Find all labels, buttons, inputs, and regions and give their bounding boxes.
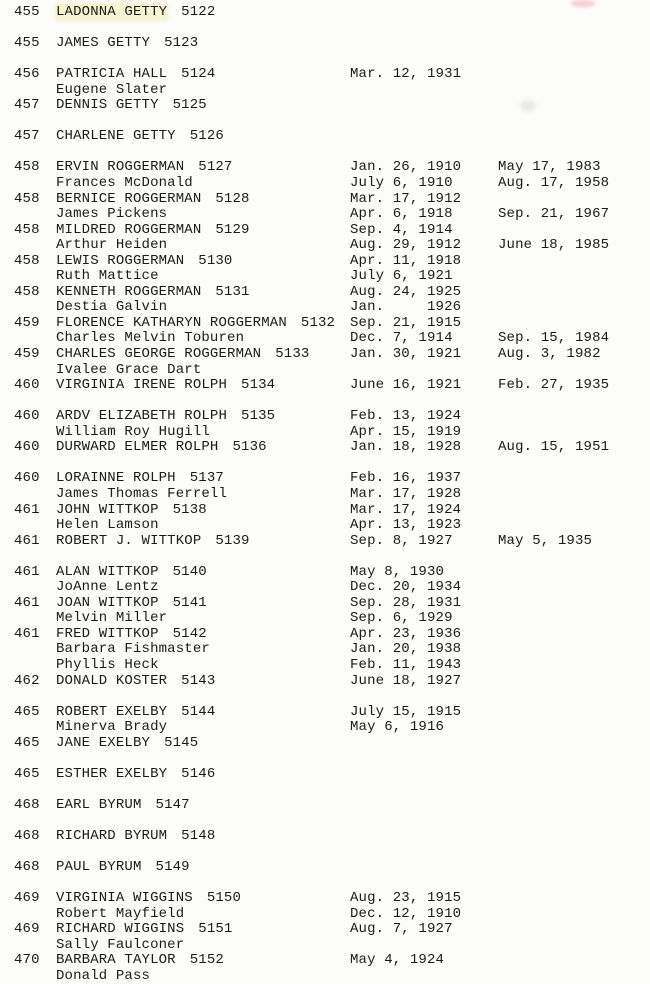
spouse-row: [0, 300, 650, 316]
birth-date: Sep. 21, 1915: [350, 314, 462, 331]
person-id: 5132: [300, 314, 336, 331]
person-id: 5134: [241, 377, 276, 394]
name-group: [56, 378, 275, 394]
family-number: 461: [14, 625, 40, 642]
name-group: [56, 129, 224, 145]
birth-date: Sep. 28, 1931: [350, 594, 462, 611]
name-group: [56, 440, 267, 456]
record-row: [0, 254, 650, 270]
person-id: 5147: [155, 796, 190, 813]
record-row: [0, 829, 650, 845]
person-name: DENNIS GETTY: [56, 97, 159, 114]
birth-date: Mar. 17, 1928: [350, 485, 462, 502]
family-number: 458: [14, 190, 40, 207]
person-name: PATRICIA HALL: [56, 66, 168, 83]
person-id: 5145: [164, 734, 199, 751]
family-number: 455: [14, 4, 40, 20]
birth-date: July 15, 1915: [350, 703, 462, 720]
person-id: 5144: [181, 703, 216, 720]
name-group: [56, 627, 207, 643]
spouse-row: [0, 238, 650, 254]
name-group: [56, 471, 224, 487]
name-group: [56, 938, 184, 954]
record-row: [0, 67, 650, 83]
spouse-name: Eugene Slater: [56, 81, 168, 98]
spouse-row: [0, 487, 650, 503]
family-number: 457: [14, 128, 40, 145]
record-row: [0, 736, 650, 752]
spouse-name: Ivalee Grace Dart: [56, 361, 202, 378]
death-date: Feb. 27, 1935: [498, 377, 610, 394]
name-group: [56, 176, 193, 192]
name-group: [56, 67, 215, 83]
spouse-name: JoAnne Lentz: [56, 579, 159, 596]
name-group: [56, 238, 167, 254]
person-id: 5139: [215, 532, 250, 549]
family-number: 469: [14, 921, 40, 938]
family-number: 458: [14, 221, 40, 238]
person-name: DURWARD ELMER ROLPH: [56, 439, 219, 456]
record-row: [0, 565, 650, 581]
birth-date: July 6, 1910: [350, 175, 453, 192]
birth-date: Dec. 12, 1910: [350, 905, 462, 922]
person-name: BARBARA TAYLOR: [56, 952, 176, 969]
name-group: [56, 969, 150, 984]
name-group: [56, 409, 275, 425]
person-id: 5130: [198, 252, 233, 269]
death-date: Sep. 21, 1967: [498, 206, 610, 223]
birth-date: Dec. 7, 1914: [350, 330, 453, 347]
spouse-row: [0, 176, 650, 192]
spouse-row: [0, 518, 650, 534]
name-group: [56, 580, 159, 596]
record-row: [0, 596, 650, 612]
family-number: 461: [14, 563, 40, 580]
person-name: VIRGINIA WIGGINS: [56, 890, 193, 907]
spouse-name: Barbara Fishmaster: [56, 641, 210, 658]
person-name: BERNICE ROGGERMAN: [56, 190, 202, 207]
family-number: 456: [14, 66, 40, 83]
person-id: 5125: [172, 97, 207, 114]
birth-date: Sep. 4, 1914: [350, 221, 453, 238]
spouse-name: Ruth Mattice: [56, 268, 159, 285]
birth-date: Aug. 23, 1915: [350, 890, 462, 907]
person-name: CHARLENE GETTY: [56, 128, 176, 145]
person-id: 5124: [181, 66, 216, 83]
name-group: [56, 269, 159, 285]
person-id: 5146: [181, 765, 216, 782]
person-name: JAMES GETTY: [56, 35, 151, 52]
family-number: 465: [14, 734, 40, 751]
spouse-name: Minerva Brady: [56, 719, 168, 736]
spouse-name: Melvin Miller: [56, 610, 168, 627]
family-number: 458: [14, 159, 40, 176]
spouse-row: [0, 658, 650, 674]
family-number: 457: [14, 97, 40, 114]
birth-date: Feb. 13, 1924: [350, 408, 462, 425]
death-date: Aug. 15, 1951: [498, 439, 610, 456]
person-name: JOAN WITTKOP: [56, 594, 159, 611]
family-number: 458: [14, 252, 40, 269]
person-id: 5140: [172, 563, 207, 580]
family-number: 468: [14, 827, 40, 844]
name-group: [56, 953, 224, 969]
record-row: [0, 798, 650, 814]
family-number: 465: [14, 703, 40, 720]
person-id: 5142: [172, 625, 207, 642]
spouse-name: Frances McDonald: [56, 175, 193, 192]
spouse-name: Robert Mayfield: [56, 905, 185, 922]
person-name: CHARLES GEORGE ROGGERMAN: [56, 346, 262, 363]
family-number: 460: [14, 439, 40, 456]
person-name: KENNETH ROGGERMAN: [56, 283, 202, 300]
name-group: [56, 565, 207, 581]
spouse-name: Charles Melvin Toburen: [56, 330, 245, 347]
death-date: May 5, 1935: [498, 532, 593, 549]
spouse-row: [0, 580, 650, 596]
name-group: [56, 285, 250, 301]
birth-date: Apr. 11, 1918: [350, 252, 462, 269]
record-row: [0, 953, 650, 969]
person-name: PAUL BYRUM: [56, 859, 142, 876]
spouse-row: [0, 83, 650, 99]
spouse-row: [0, 269, 650, 285]
record-row: [0, 440, 650, 456]
name-group: [56, 425, 210, 441]
name-group: [56, 192, 250, 208]
person-id: 5143: [181, 672, 216, 689]
family-number: 460: [14, 377, 40, 394]
name-group: [56, 518, 159, 534]
person-id: 5122: [181, 4, 216, 20]
birth-date: Jan. 26, 1910: [350, 159, 462, 176]
family-number: 469: [14, 890, 40, 907]
birth-date: Jan. 18, 1928: [350, 439, 462, 456]
name-group: [56, 207, 167, 223]
family-number: 459: [14, 346, 40, 363]
family-number: 458: [14, 283, 40, 300]
person-id: 5141: [172, 594, 207, 611]
name-group: [56, 642, 210, 658]
person-name: DONALD KOSTER: [56, 672, 168, 689]
name-group: [56, 5, 215, 21]
birth-date: Feb. 16, 1937: [350, 470, 462, 487]
family-number: 461: [14, 501, 40, 518]
spouse-row: [0, 720, 650, 736]
family-number: 468: [14, 859, 40, 876]
person-id: 5151: [198, 921, 233, 938]
person-id: 5138: [172, 501, 207, 518]
person-id: 5129: [215, 221, 250, 238]
spouse-row: [0, 363, 650, 379]
birth-date: Apr. 13, 1923: [350, 517, 462, 534]
name-group: [56, 300, 167, 316]
name-group: [56, 254, 233, 270]
birth-date: Sep. 6, 1929: [350, 610, 453, 627]
family-number: 455: [14, 35, 40, 52]
name-group: [56, 331, 244, 347]
death-date: June 18, 1985: [498, 237, 610, 254]
record-row: [0, 285, 650, 301]
person-id: 5152: [189, 952, 224, 969]
spouse-row: [0, 425, 650, 441]
record-row: [0, 409, 650, 425]
name-group: [56, 98, 207, 114]
record-row: [0, 891, 650, 907]
birth-date: May 8, 1930: [350, 563, 445, 580]
spouse-row: [0, 938, 650, 954]
record-row: [0, 129, 650, 145]
person-name: ERVIN ROGGERMAN: [56, 159, 185, 176]
name-group: [56, 767, 215, 783]
name-group: [56, 829, 215, 845]
name-group: [56, 596, 207, 612]
birth-date: Mar. 17, 1912: [350, 190, 462, 207]
person-name: MILDRED ROGGERMAN: [56, 221, 202, 238]
name-group: [56, 36, 198, 52]
record-row: [0, 36, 650, 52]
family-number: 470: [14, 952, 40, 969]
name-group: [56, 736, 198, 752]
person-name: VIRGINIA IRENE ROLPH: [56, 377, 228, 394]
person-name: ARDV ELIZABETH ROLPH: [56, 408, 228, 425]
record-row: [0, 347, 650, 363]
family-number: 468: [14, 796, 40, 813]
birth-date: May 6, 1916: [350, 719, 445, 736]
person-id: 5133: [275, 346, 310, 363]
person-id: 5123: [164, 35, 199, 52]
person-id: 5135: [241, 408, 276, 425]
death-date: Aug. 3, 1982: [498, 346, 601, 363]
name-group: [56, 891, 241, 907]
birth-date: Sep. 8, 1927: [350, 532, 453, 549]
person-id: 5127: [198, 159, 233, 176]
person-name: LORAINNE ROLPH: [56, 470, 176, 487]
birth-date: June 18, 1927: [350, 672, 462, 689]
spouse-row: [0, 969, 650, 984]
person-id: 5136: [232, 439, 267, 456]
family-number: 460: [14, 470, 40, 487]
name-group: [56, 907, 184, 923]
spouse-name: Phyllis Heck: [56, 656, 159, 673]
person-name: JANE EXELBY: [56, 734, 151, 751]
spouse-row: [0, 907, 650, 923]
record-row: [0, 767, 650, 783]
spouse-name: Helen Lamson: [56, 517, 159, 534]
person-id: 5131: [215, 283, 250, 300]
family-number: 461: [14, 532, 40, 549]
record-row: [0, 471, 650, 487]
person-name: FRED WITTKOP: [56, 625, 159, 642]
record-row: [0, 503, 650, 519]
birth-date: June 16, 1921: [350, 377, 462, 394]
record-row: [0, 534, 650, 550]
name-group: [56, 487, 227, 503]
birth-date: Feb. 11, 1943: [350, 656, 462, 673]
name-group: [56, 83, 167, 99]
family-number: 465: [14, 765, 40, 782]
birth-date: Apr. 23, 1936: [350, 625, 462, 642]
person-name: ROBERT EXELBY: [56, 703, 168, 720]
name-group: [56, 503, 207, 519]
record-row: [0, 922, 650, 938]
spouse-row: [0, 331, 650, 347]
birth-date: Aug. 24, 1925: [350, 283, 462, 300]
record-row: [0, 192, 650, 208]
person-name: LADONNA GETTY: [56, 4, 168, 20]
person-name: RICHARD WIGGINS: [56, 921, 185, 938]
person-name: FLORENCE KATHARYN ROGGERMAN: [56, 314, 287, 331]
person-id: 5148: [181, 827, 216, 844]
record-row: [0, 674, 650, 690]
name-group: [56, 922, 233, 938]
person-id: 5150: [206, 890, 242, 907]
spouse-name: James Pickens: [56, 206, 168, 223]
name-group: [56, 798, 190, 814]
record-row: [0, 223, 650, 239]
family-number: 462: [14, 672, 40, 689]
person-id: 5126: [189, 128, 224, 145]
name-group: [56, 363, 201, 379]
birth-date: Jan. 1926: [350, 299, 462, 316]
record-row: [0, 705, 650, 721]
record-row: [0, 5, 650, 21]
spouse-name: Sally Faulconer: [56, 936, 185, 953]
person-name: ROBERT J. WITTKOP: [56, 532, 202, 549]
birth-date: Aug. 29, 1912: [350, 237, 462, 254]
person-name: JOHN WITTKOP: [56, 501, 159, 518]
person-name: LEWIS ROGGERMAN: [56, 252, 185, 269]
name-group: [56, 674, 215, 690]
birth-date: Jan. 20, 1938: [350, 641, 462, 658]
name-group: [56, 611, 167, 627]
spouse-row: [0, 207, 650, 223]
person-name: ESTHER EXELBY: [56, 765, 168, 782]
name-group: [56, 860, 190, 876]
record-row: [0, 860, 650, 876]
record-row: [0, 627, 650, 643]
name-group: [56, 705, 215, 721]
person-id: 5149: [155, 859, 190, 876]
name-group: [56, 658, 159, 674]
name-group: [56, 223, 250, 239]
birth-date: Mar. 17, 1924: [350, 501, 462, 518]
spouse-row: [0, 642, 650, 658]
birth-date: Jan. 30, 1921: [350, 346, 462, 363]
spouse-name: Destia Galvin: [56, 299, 168, 316]
spouse-row: [0, 611, 650, 627]
family-number: 461: [14, 594, 40, 611]
name-group: [56, 316, 335, 332]
record-row: [0, 378, 650, 394]
person-name: RICHARD BYRUM: [56, 827, 168, 844]
record-row: [0, 316, 650, 332]
spouse-name: Donald Pass: [56, 967, 151, 984]
birth-date: Apr. 6, 1918: [350, 206, 453, 223]
spouse-name: Arthur Heiden: [56, 237, 168, 254]
record-list: [0, 5, 650, 984]
record-row: [0, 160, 650, 176]
family-number: 460: [14, 408, 40, 425]
family-number: 459: [14, 314, 40, 331]
death-date: Aug. 17, 1958: [498, 175, 610, 192]
person-name: EARL BYRUM: [56, 796, 142, 813]
birth-date: July 6, 1921: [350, 268, 453, 285]
name-group: [56, 160, 233, 176]
birth-date: Aug. 7, 1927: [350, 921, 453, 938]
birth-date: May 4, 1924: [350, 952, 445, 969]
name-group: [56, 720, 167, 736]
person-name: ALAN WITTKOP: [56, 563, 159, 580]
birth-date: Apr. 15, 1919: [350, 423, 462, 440]
spouse-name: William Roy Hugill: [56, 423, 210, 440]
person-id: 5128: [215, 190, 250, 207]
birth-date: Dec. 20, 1934: [350, 579, 462, 596]
death-date: May 17, 1983: [498, 159, 601, 176]
birth-date: Mar. 12, 1931: [350, 66, 462, 83]
record-row: [0, 98, 650, 114]
death-date: Sep. 15, 1984: [498, 330, 610, 347]
person-id: 5137: [189, 470, 224, 487]
spouse-name: James Thomas Ferrell: [56, 485, 228, 502]
name-group: [56, 534, 250, 550]
name-group: [56, 347, 309, 363]
